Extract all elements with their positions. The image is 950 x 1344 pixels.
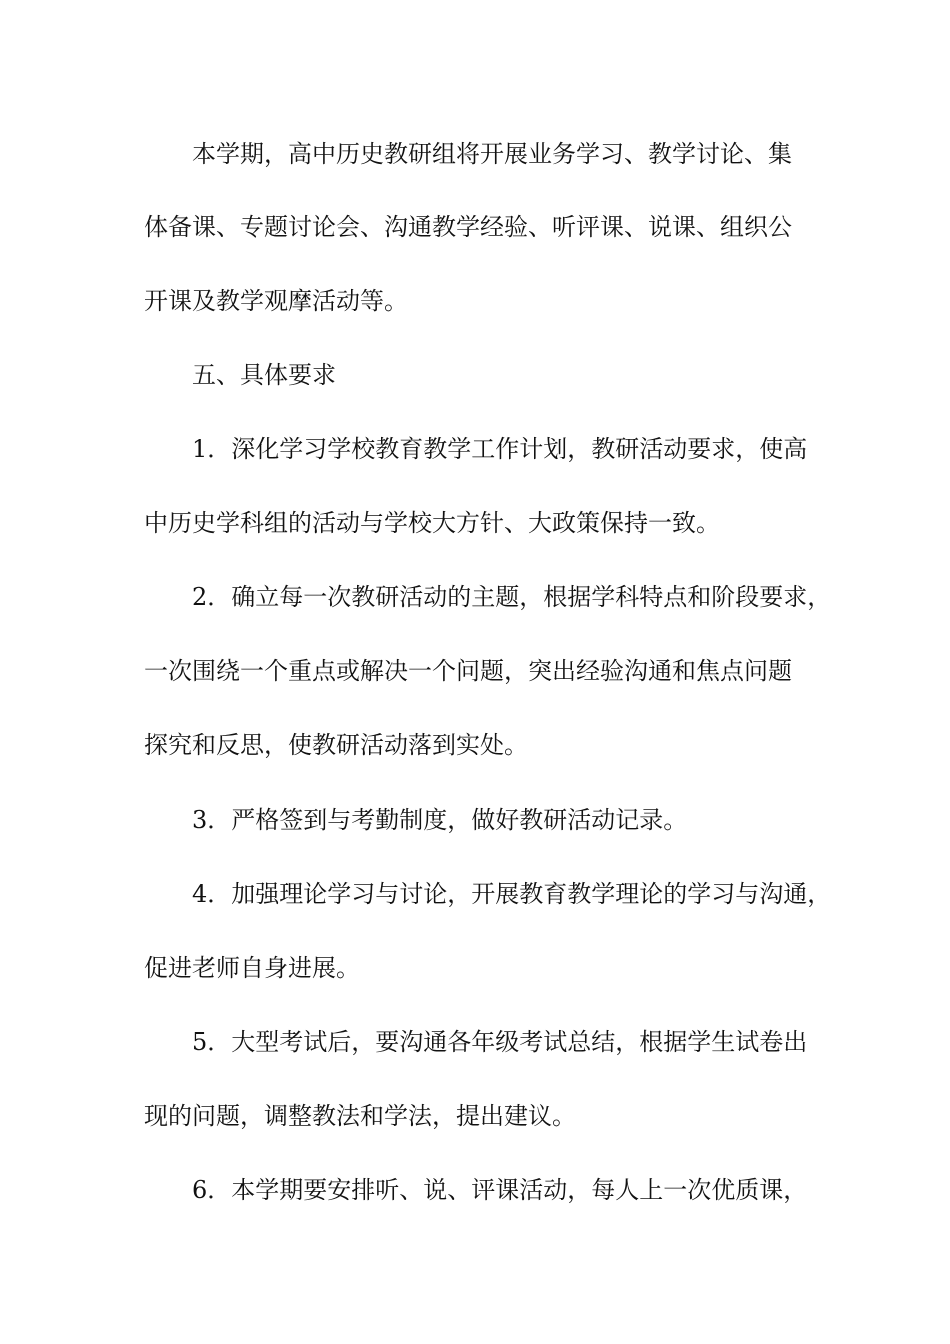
list-item-line: 3．严格签到与考勤制度，做好教研活动记录。 bbox=[192, 806, 688, 834]
list-item-line: 5．大型考试后，要沟通各年级考试总结，根据学生试卷出 bbox=[192, 1028, 808, 1056]
list-item-line: 中历史学科组的活动与学校大方针、大政策保持一致。 bbox=[144, 509, 720, 537]
list-item-line: 现的问题，调整教法和学法，提出建议。 bbox=[144, 1102, 576, 1130]
paragraph-line: 体备课、专题讨论会、沟通教学经验、听评课、说课、组织公 bbox=[144, 213, 792, 241]
paragraph-line: 本学期，高中历史教研组将开展业务学习、教学讨论、集 bbox=[192, 140, 792, 168]
list-item-line: 探究和反思，使教研活动落到实处。 bbox=[144, 731, 528, 759]
list-item-line: 6．本学期要安排听、说、评课活动，每人上一次优质课， bbox=[192, 1176, 808, 1204]
list-item-line: 促进老师自身进展。 bbox=[144, 954, 360, 982]
list-item-line: 1．深化学习学校教育教学工作计划，教研活动要求，使高 bbox=[192, 435, 808, 463]
list-item-line: 4．加强理论学习与讨论，开展教育教学理论的学习与沟通， bbox=[192, 880, 832, 908]
paragraph-line: 开课及教学观摩活动等。 bbox=[144, 287, 408, 315]
section-heading: 五、具体要求 bbox=[192, 361, 336, 389]
list-item-line: 一次围绕一个重点或解决一个问题，突出经验沟通和焦点问题 bbox=[144, 657, 792, 685]
list-item-line: 2．确立每一次教研活动的主题，根据学科特点和阶段要求， bbox=[192, 583, 832, 611]
